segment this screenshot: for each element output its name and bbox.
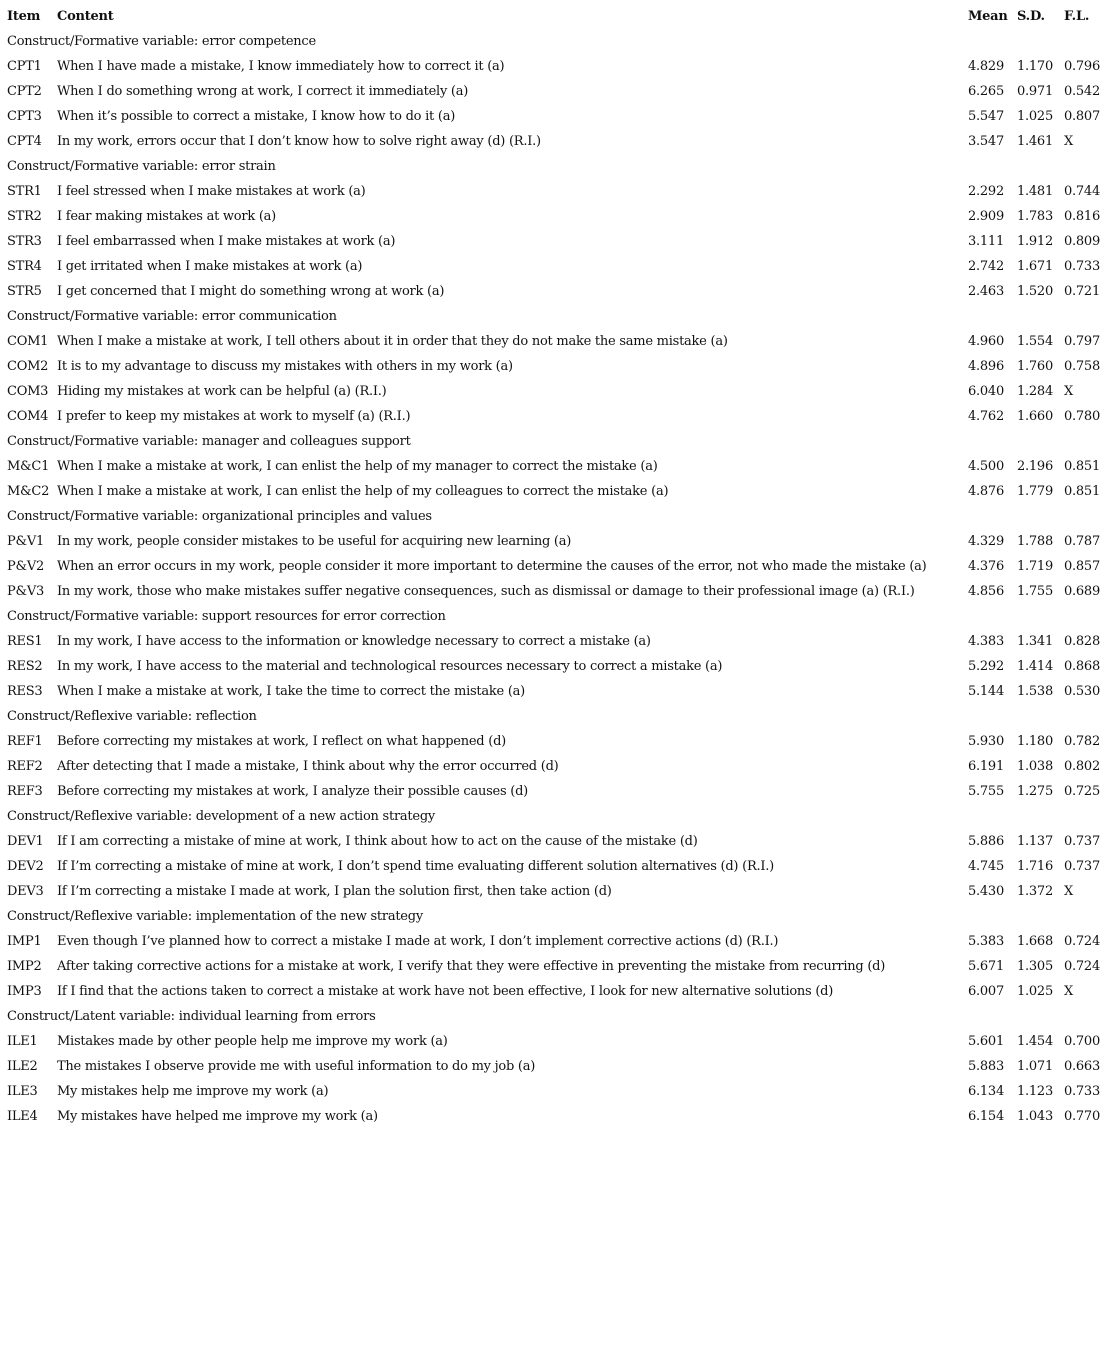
header-item: Item: [7, 9, 41, 24]
table-row: [7, 854, 1108, 879]
item-content: I prefer to keep my mistakes at work to myself (a) (R.I.): [57, 409, 411, 424]
mean-value: 4.876: [968, 484, 1004, 499]
table-header: [7, 4, 1108, 29]
sd-value: 1.071: [1017, 1059, 1053, 1074]
item-code: RES1: [7, 634, 43, 649]
item-content: I get concerned that I might do something wrong at work (a): [57, 284, 445, 299]
sd-value: 1.123: [1017, 1084, 1053, 1099]
sd-value: 1.912: [1017, 234, 1053, 249]
item-content: My mistakes help me improve my work (a): [57, 1084, 329, 1099]
item-content: It is to my advantage to discuss my mistakes with others in my work (a): [57, 359, 513, 374]
table-row: [7, 1029, 1108, 1054]
factor-loading-value: 0.530: [1064, 684, 1100, 699]
item-content: In my work, errors occur that I don’t know how to solve right away (d) (R.I.): [57, 134, 541, 149]
factor-loading-value: 0.802: [1064, 759, 1100, 774]
mean-value: 5.886: [968, 834, 1004, 849]
table-row: [7, 954, 1108, 979]
item-content: I fear making mistakes at work (a): [57, 209, 276, 224]
factor-loading-value: X: [1064, 384, 1074, 399]
header-mean: Mean: [968, 9, 1008, 24]
factor-loading-value: 0.782: [1064, 734, 1100, 749]
mean-value: 5.292: [968, 659, 1004, 674]
item-code: M&C1: [7, 459, 50, 474]
item-content: I feel embarrassed when I make mistakes at work (a): [57, 234, 396, 249]
sd-value: 1.341: [1017, 634, 1053, 649]
factor-loading-value: 0.828: [1064, 634, 1100, 649]
section-heading: Construct/Formative variable: error competence: [7, 34, 316, 49]
item-code: STR1: [7, 184, 42, 199]
section-heading: Construct/Formative variable: error strain: [7, 159, 276, 174]
sd-value: 1.779: [1017, 484, 1053, 499]
item-code: REF1: [7, 734, 43, 749]
sd-value: 1.554: [1017, 334, 1053, 349]
mean-value: 6.191: [968, 759, 1004, 774]
table-row: [7, 129, 1108, 154]
section-row: [7, 1004, 1108, 1029]
item-code: REF2: [7, 759, 43, 774]
sd-value: 1.788: [1017, 534, 1053, 549]
factor-loading-value: 0.725: [1064, 784, 1100, 799]
item-code: ILE1: [7, 1034, 38, 1049]
table-row: [7, 229, 1108, 254]
table-row: [7, 329, 1108, 354]
item-code: IMP3: [7, 984, 42, 999]
sd-value: 1.025: [1017, 984, 1053, 999]
sd-value: 2.196: [1017, 459, 1053, 474]
item-content: I feel stressed when I make mistakes at work (a): [57, 184, 366, 199]
factor-loading-value: 0.724: [1064, 959, 1100, 974]
section-row: [7, 304, 1108, 329]
mean-value: 4.745: [968, 859, 1004, 874]
header-row: [7, 4, 1108, 29]
table-row: [7, 679, 1108, 704]
sd-value: 1.481: [1017, 184, 1053, 199]
section-row: [7, 704, 1108, 729]
factor-loading-value: 0.733: [1064, 1084, 1100, 1099]
sd-value: 0.971: [1017, 84, 1053, 99]
table-row: [7, 829, 1108, 854]
items-table: [7, 4, 1108, 1129]
table-row: [7, 1054, 1108, 1079]
item-content: If I’m correcting a mistake I made at work, I plan the solution first, then take action (d): [57, 884, 612, 899]
item-code: COM3: [7, 384, 49, 399]
mean-value: 6.265: [968, 84, 1004, 99]
item-content: Before correcting my mistakes at work, I analyze their possible causes (d): [57, 784, 528, 799]
sd-value: 1.783: [1017, 209, 1053, 224]
item-code: IMP2: [7, 959, 42, 974]
item-content: Before correcting my mistakes at work, I reflect on what happened (d): [57, 734, 506, 749]
item-content: I get irritated when I make mistakes at work (a): [57, 259, 363, 274]
table-row: [7, 879, 1108, 904]
item-code: RES2: [7, 659, 43, 674]
section-heading: Construct/Formative variable: manager and colleagues support: [7, 434, 411, 449]
item-content: In my work, those who make mistakes suffer negative consequences, such as dismissal or damage to their professional image (a) (R.I.): [57, 584, 915, 599]
mean-value: 4.329: [968, 534, 1004, 549]
factor-loading-value: 0.851: [1064, 484, 1100, 499]
table-row: [7, 179, 1108, 204]
table-row: [7, 779, 1108, 804]
table-row: [7, 529, 1108, 554]
mean-value: 6.040: [968, 384, 1004, 399]
sd-value: 1.180: [1017, 734, 1053, 749]
table-row: [7, 654, 1108, 679]
mean-value: 4.896: [968, 359, 1004, 374]
sd-value: 1.043: [1017, 1109, 1053, 1124]
item-code: CPT3: [7, 109, 42, 124]
sd-value: 1.025: [1017, 109, 1053, 124]
item-content: When I do something wrong at work, I correct it immediately (a): [57, 84, 469, 99]
table-row: [7, 1104, 1108, 1129]
factor-loading-value: 0.809: [1064, 234, 1100, 249]
factor-loading-value: 0.851: [1064, 459, 1100, 474]
sd-value: 1.305: [1017, 959, 1053, 974]
sd-value: 1.170: [1017, 59, 1053, 74]
factor-loading-value: 0.796: [1064, 59, 1100, 74]
factor-loading-value: 0.724: [1064, 934, 1100, 949]
mean-value: 5.383: [968, 934, 1004, 949]
mean-value: 2.292: [968, 184, 1004, 199]
mean-value: 5.601: [968, 1034, 1004, 1049]
factor-loading-value: 0.733: [1064, 259, 1100, 274]
item-content: In my work, people consider mistakes to be useful for acquiring new learning (a): [57, 534, 572, 549]
mean-value: 5.144: [968, 684, 1004, 699]
mean-value: 2.742: [968, 259, 1004, 274]
table-row: [7, 454, 1108, 479]
factor-loading-value: 0.758: [1064, 359, 1100, 374]
sd-value: 1.668: [1017, 934, 1053, 949]
sd-value: 1.284: [1017, 384, 1053, 399]
factor-loading-value: X: [1064, 134, 1074, 149]
item-content: When I have made a mistake, I know immediately how to correct it (a): [57, 59, 505, 74]
sd-value: 1.520: [1017, 284, 1053, 299]
factor-loading-value: X: [1064, 984, 1074, 999]
section-heading: Construct/Formative variable: support resources for error correction: [7, 609, 446, 624]
sd-value: 1.454: [1017, 1034, 1053, 1049]
sd-value: 1.414: [1017, 659, 1053, 674]
sd-value: 1.719: [1017, 559, 1053, 574]
table-row: [7, 554, 1108, 579]
table-row: [7, 79, 1108, 104]
section-heading: Construct/Reflexive variable: reflection: [7, 709, 257, 724]
mean-value: 4.856: [968, 584, 1004, 599]
sd-value: 1.461: [1017, 134, 1053, 149]
sd-value: 1.755: [1017, 584, 1053, 599]
sd-value: 1.716: [1017, 859, 1053, 874]
header-fl: F.L.: [1064, 9, 1090, 24]
item-code: CPT4: [7, 134, 42, 149]
sd-value: 1.760: [1017, 359, 1053, 374]
section-heading: Construct/Latent variable: individual learning from errors: [7, 1009, 376, 1024]
sd-value: 1.137: [1017, 834, 1053, 849]
item-code: STR3: [7, 234, 42, 249]
sd-value: 1.538: [1017, 684, 1053, 699]
mean-value: 5.547: [968, 109, 1004, 124]
item-content: After taking corrective actions for a mistake at work, I verify that they were effective in preventing the mistake from recurring (d): [57, 959, 886, 974]
table-row: [7, 404, 1108, 429]
mean-value: 6.154: [968, 1109, 1004, 1124]
item-content: In my work, I have access to the information or knowledge necessary to correct a mistake (a): [57, 634, 651, 649]
item-content: The mistakes I observe provide me with useful information to do my job (a): [57, 1059, 536, 1074]
table-row: [7, 204, 1108, 229]
mean-value: 3.547: [968, 134, 1004, 149]
item-content: After detecting that I made a mistake, I think about why the error occurred (d): [57, 759, 559, 774]
table-row: [7, 104, 1108, 129]
mean-value: 6.007: [968, 984, 1004, 999]
section-heading: Construct/Formative variable: organizational principles and values: [7, 509, 432, 524]
item-code: COM4: [7, 409, 49, 424]
sd-value: 1.038: [1017, 759, 1053, 774]
mean-value: 5.883: [968, 1059, 1004, 1074]
mean-value: 3.111: [968, 234, 1004, 249]
table-body: [7, 29, 1108, 1129]
item-code: CPT1: [7, 59, 42, 74]
item-content: When I make a mistake at work, I can enlist the help of my manager to correct the mistake (a): [57, 459, 658, 474]
item-code: ILE3: [7, 1084, 38, 1099]
item-code: CPT2: [7, 84, 42, 99]
table-row: [7, 1079, 1108, 1104]
table-row: [7, 279, 1108, 304]
mean-value: 5.430: [968, 884, 1004, 899]
table-row: [7, 379, 1108, 404]
factor-loading-value: 0.744: [1064, 184, 1100, 199]
table-row: [7, 729, 1108, 754]
item-code: ILE2: [7, 1059, 38, 1074]
section-row: [7, 29, 1108, 54]
item-content: If I’m correcting a mistake of mine at work, I don’t spend time evaluating different solution alternatives (d) (R.I.): [57, 859, 774, 874]
table-row: [7, 929, 1108, 954]
item-content: When I make a mistake at work, I can enlist the help of my colleagues to correct the mistake (a): [57, 484, 669, 499]
mean-value: 4.383: [968, 634, 1004, 649]
item-content: Mistakes made by other people help me improve my work (a): [57, 1034, 448, 1049]
factor-loading-value: 0.737: [1064, 859, 1100, 874]
table-row: [7, 54, 1108, 79]
factor-loading-value: 0.797: [1064, 334, 1100, 349]
mean-value: 6.134: [968, 1084, 1004, 1099]
table-row: [7, 354, 1108, 379]
section-heading: Construct/Formative variable: error communication: [7, 309, 337, 324]
item-content: In my work, I have access to the material and technological resources necessary to correct a mistake (a): [57, 659, 723, 674]
mean-value: 4.960: [968, 334, 1004, 349]
factor-loading-value: 0.807: [1064, 109, 1100, 124]
item-code: COM2: [7, 359, 49, 374]
section-row: [7, 429, 1108, 454]
factor-loading-value: 0.780: [1064, 409, 1100, 424]
item-content: Even though I’ve planned how to correct a mistake I made at work, I don’t implement corrective actions (d) (R.I.): [57, 934, 779, 949]
item-content: Hiding my mistakes at work can be helpful (a) (R.I.): [57, 384, 387, 399]
mean-value: 4.762: [968, 409, 1004, 424]
section-row: [7, 904, 1108, 929]
table-row: [7, 629, 1108, 654]
item-content: When I make a mistake at work, I tell others about it in order that they do not make the same mistake (a): [57, 334, 728, 349]
factor-loading-value: 0.700: [1064, 1034, 1100, 1049]
item-content: When an error occurs in my work, people consider it more important to determine the causes of the error, not who made the mistake (a): [57, 559, 927, 574]
item-code: IMP1: [7, 934, 42, 949]
factor-loading-value: 0.737: [1064, 834, 1100, 849]
sd-value: 1.671: [1017, 259, 1053, 274]
mean-value: 4.829: [968, 59, 1004, 74]
sd-value: 1.660: [1017, 409, 1053, 424]
item-content: If I am correcting a mistake of mine at work, I think about how to act on the cause of the mistake (d): [57, 834, 698, 849]
factor-loading-value: 0.787: [1064, 534, 1100, 549]
item-code: M&C2: [7, 484, 50, 499]
item-code: DEV3: [7, 884, 44, 899]
item-content: When it’s possible to correct a mistake, I know how to do it (a): [57, 109, 456, 124]
mean-value: 5.930: [968, 734, 1004, 749]
item-code: P&V1: [7, 534, 44, 549]
factor-loading-value: 0.721: [1064, 284, 1100, 299]
section-row: [7, 154, 1108, 179]
header-sd: S.D.: [1017, 9, 1045, 24]
item-code: STR2: [7, 209, 42, 224]
item-content: If I find that the actions taken to correct a mistake at work have not been effective, I look for new alternative solutions (d): [57, 984, 834, 999]
factor-loading-value: 0.663: [1064, 1059, 1100, 1074]
table-row: [7, 479, 1108, 504]
item-code: ILE4: [7, 1109, 38, 1124]
section-row: [7, 804, 1108, 829]
section-heading: Construct/Reflexive variable: development of a new action strategy: [7, 809, 435, 824]
mean-value: 4.500: [968, 459, 1004, 474]
item-content: My mistakes have helped me improve my work (a): [57, 1109, 378, 1124]
item-code: DEV2: [7, 859, 44, 874]
item-code: DEV1: [7, 834, 44, 849]
table-row: [7, 254, 1108, 279]
factor-loading-value: X: [1064, 884, 1074, 899]
section-heading: Construct/Reflexive variable: implementation of the new strategy: [7, 909, 423, 924]
mean-value: 5.671: [968, 959, 1004, 974]
header-content: Content: [57, 9, 114, 24]
factor-loading-value: 0.857: [1064, 559, 1100, 574]
item-code: REF3: [7, 784, 43, 799]
table-row: [7, 579, 1108, 604]
item-content: When I make a mistake at work, I take the time to correct the mistake (a): [57, 684, 525, 699]
factor-loading-value: 0.542: [1064, 84, 1100, 99]
factor-loading-value: 0.868: [1064, 659, 1100, 674]
table-row: [7, 979, 1108, 1004]
factor-loading-value: 0.689: [1064, 584, 1100, 599]
section-row: [7, 604, 1108, 629]
sd-value: 1.372: [1017, 884, 1053, 899]
item-code: P&V2: [7, 559, 44, 574]
item-code: STR4: [7, 259, 42, 274]
factor-loading-value: 0.816: [1064, 209, 1100, 224]
sd-value: 1.275: [1017, 784, 1053, 799]
item-code: RES3: [7, 684, 43, 699]
mean-value: 2.463: [968, 284, 1004, 299]
item-code: STR5: [7, 284, 42, 299]
mean-value: 4.376: [968, 559, 1004, 574]
factor-loading-value: 0.770: [1064, 1109, 1100, 1124]
item-code: P&V3: [7, 584, 44, 599]
item-code: COM1: [7, 334, 49, 349]
section-row: [7, 504, 1108, 529]
mean-value: 5.755: [968, 784, 1004, 799]
mean-value: 2.909: [968, 209, 1004, 224]
table-row: [7, 754, 1108, 779]
